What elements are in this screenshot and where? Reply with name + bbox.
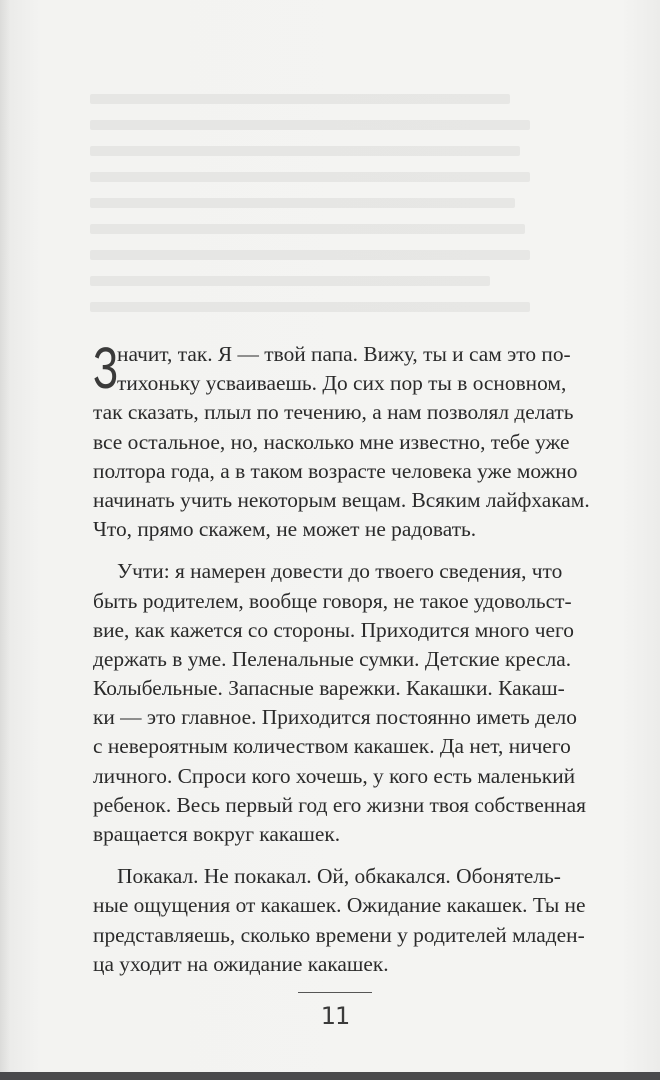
page-bottom-edge <box>0 1072 660 1080</box>
text-line: Что, прямо скажем, не может не радовать. <box>93 517 477 542</box>
text-line: представляешь, сколько времени у родителей младен- <box>93 922 585 947</box>
text-line: ребенок. Весь первый год его жизни твоя собственная <box>93 792 586 817</box>
text-line: личного. Спроси кого хочешь, у кого есть маленький <box>93 763 576 788</box>
text-line: ца уходит на ожидание какашек. <box>93 951 389 976</box>
bleed-through-text <box>90 86 530 320</box>
paragraph <box>93 557 593 849</box>
text-line: Колыбельные. Запасные варежки. Какашки. Какаш- <box>93 676 565 701</box>
text-line: Покакал. Не покакал. Ой, обкакался. Обонятель- <box>117 864 561 889</box>
text-line: держать в уме. Пеленальные сумки. Детские кресла. <box>93 646 572 671</box>
text-line: быть родителем, вообще говоря, не такое удовольст- <box>93 588 572 613</box>
page-number: 11 <box>320 1002 350 1030</box>
body-text <box>93 336 593 979</box>
text-line: начит, так. Я — твой папа. Вижу, ты и сам это по- <box>117 342 571 366</box>
paragraph <box>93 862 593 979</box>
text-line: все остальное, но, насколько мне известно, тебе уже <box>93 429 570 454</box>
text-line: Учти: я намерен довести до твоего сведения, что <box>117 559 563 584</box>
paragraph <box>93 336 593 544</box>
text-line: вие, как кажется со стороны. Приходится много чего <box>93 617 574 642</box>
text-line: начинать учить некоторым вещам. Всяким лайфхакам. <box>93 487 590 512</box>
text-line: так сказать, плыл по течению, а нам позволял делать <box>93 400 574 425</box>
text-line: ные ощущения от какашек. Ожидание какашек. Ты не <box>93 893 586 918</box>
text-line: с невероятным количеством какашек. Да нет, ничего <box>93 734 571 759</box>
text-line: тихоньку усваиваешь. До сих пор ты в основном, <box>117 371 567 396</box>
page-number-rule <box>298 992 372 993</box>
text-line: полтора года, а в таком возрасте человека уже можно <box>93 458 578 483</box>
drop-cap: З <box>93 336 119 401</box>
text-line: ки — это главное. Приходится постоянно иметь дело <box>93 705 577 730</box>
page-gutter-shadow <box>0 0 10 1080</box>
text-line: вращается вокруг какашек. <box>93 822 341 846</box>
